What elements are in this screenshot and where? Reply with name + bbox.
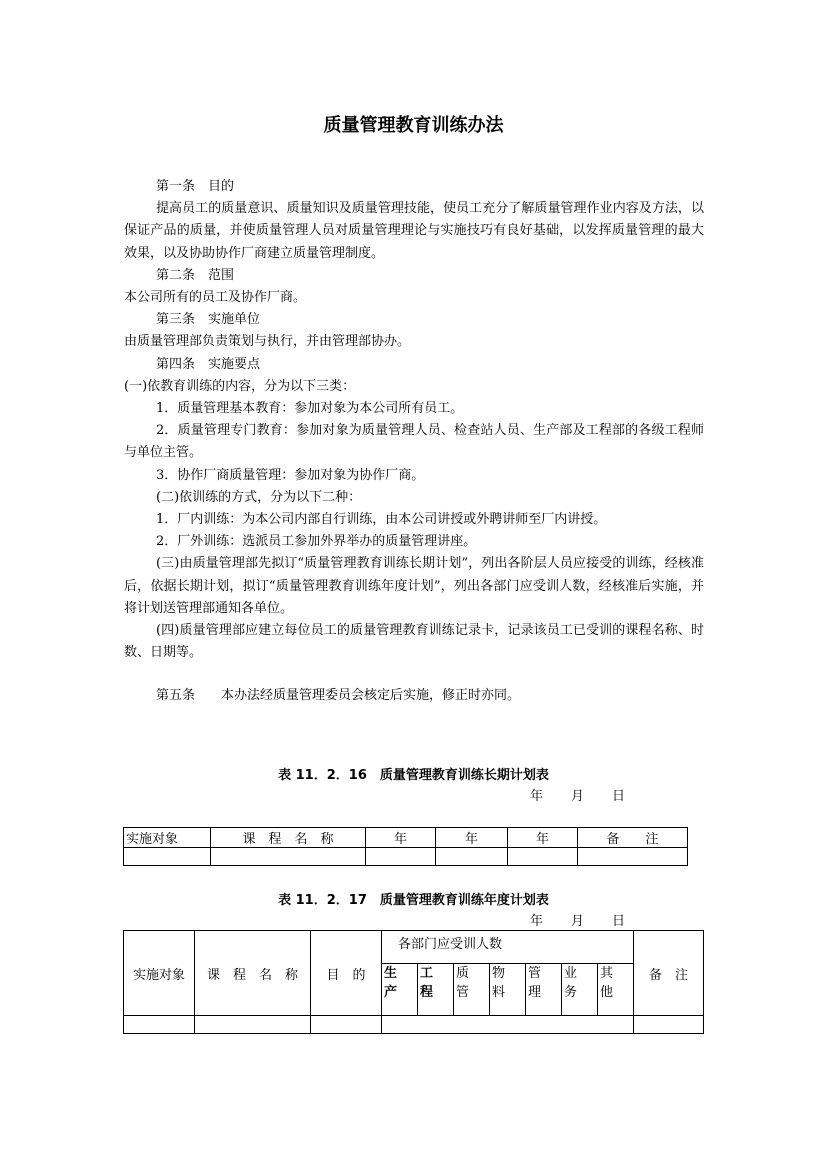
table-cell[interactable] <box>366 848 436 866</box>
dept-cell-management <box>526 964 562 1016</box>
table-cell[interactable] <box>634 1016 704 1034</box>
dept-cell-engineering <box>418 964 454 1016</box>
page-title: 质量管理教育训练办法 <box>323 115 504 136</box>
paragraph: 提高员工的质量意识、质量知识及质量管理技能，使员工充分了解质量管理作业内容及方法，以保证产品的质量，并使质量管理人员对质量管理理论与实施技巧有良好基础，以发挥质量管理的最大效果，以及协助协作厂商建立质量管理制度。 <box>124 201 704 261</box>
date-year: 年 <box>530 789 544 804</box>
dept-char: 工 <box>420 966 434 981</box>
list-item: 2．质量管理专门教育：参加对象为质量管理人员、检查站人员、生产部及工程部的各级工程师与单位主管。 <box>124 423 704 461</box>
table-cell[interactable] <box>124 1016 195 1034</box>
header-cell: 实施对象 <box>124 828 211 848</box>
article-5: 第五条 本办法经质量管理委员会核定后实施，修正时亦同。 <box>156 688 521 704</box>
dept-cell-production <box>382 964 418 1016</box>
table-cell[interactable] <box>578 848 688 866</box>
header-cell: 课 程 名 称 <box>211 828 366 848</box>
list-item: 2．厂外训练：选派员工参加外界举办的质量管理讲座。 <box>156 534 477 550</box>
header-cell: 年 <box>366 828 436 848</box>
table-header-row <box>124 931 704 964</box>
list-item: 1．质量管理基本教育：参加对象为本公司所有员工。 <box>156 401 464 417</box>
table-cell[interactable] <box>311 1016 382 1034</box>
table1-date <box>530 785 653 804</box>
dept-char: 务 <box>564 985 578 1000</box>
header-cell: 备 注 <box>578 828 688 848</box>
article-4-heading: 第四条 实施要点 <box>156 356 261 372</box>
dept-cell-materials <box>490 964 526 1016</box>
date-month: 月 <box>571 789 585 804</box>
paragraph: (一)依教育训练的内容，分为以下三类： <box>124 378 356 394</box>
header-dept-group: 各部门应受训人数 <box>382 931 634 964</box>
date-year: 年 <box>530 914 544 929</box>
table2-caption: 表 11．2．17 质量管理教育训练年度计划表 <box>278 893 549 908</box>
table-row <box>124 1016 704 1034</box>
dept-char: 物 <box>492 966 506 981</box>
dept-char: 生 <box>384 966 398 981</box>
article-2-heading: 第二条 范围 <box>156 267 235 283</box>
list-item: 1．厂内训练：为本公司内部自行训练，由本公司讲授或外聘讲师至厂内讲授。 <box>156 512 607 528</box>
paragraph: 由质量管理部负责策划与执行，并由管理部协办。 <box>124 334 411 350</box>
dept-char: 他 <box>600 985 614 1000</box>
paragraph: (三)由质量管理部先拟订“质量管理教育训练长期计划”，列出各阶层人员应接受的训练，经核准后，依据长期计划，拟订“质量管理教育训练年度计划”，列出各部门应受训人数，经核准后实施，并将计划送管理部通知各单位。 <box>124 556 704 616</box>
dept-char: 程 <box>420 985 434 1000</box>
table-cell[interactable] <box>211 848 366 866</box>
header-course: 课 程 名 称 <box>195 931 311 1016</box>
paragraph: (四)质量管理部应建立每位员工的质量管理教育训练记录卡，记录该员工已受训的课程名称、时数、日期等。 <box>124 623 704 661</box>
dept-cell-sales <box>562 964 598 1016</box>
dept-char: 理 <box>528 985 542 1000</box>
date-day: 日 <box>612 914 626 929</box>
table-cell[interactable] <box>124 848 211 866</box>
paragraph: (二)依训练的方式，分为以下二种： <box>156 489 362 505</box>
date-day: 日 <box>612 789 626 804</box>
table-cell[interactable] <box>382 1016 634 1034</box>
dept-char: 产 <box>384 985 398 1000</box>
header-purpose: 目 的 <box>311 931 382 1016</box>
header-cell: 年 <box>508 828 578 848</box>
dept-char: 业 <box>564 966 578 981</box>
table-cell[interactable] <box>508 848 578 866</box>
article-3-heading: 第三条 实施单位 <box>156 312 261 328</box>
article-1-heading: 第一条 目的 <box>156 179 235 194</box>
table-row <box>124 848 688 866</box>
paragraph: 本公司所有的员工及协作厂商。 <box>124 290 307 306</box>
dept-char: 质 <box>456 966 470 981</box>
dept-char: 其 <box>600 966 614 981</box>
table-cell[interactable] <box>195 1016 311 1034</box>
date-month: 月 <box>571 914 585 929</box>
annual-plan-table <box>123 930 704 1034</box>
table-cell[interactable] <box>436 848 508 866</box>
table-header-row <box>124 828 688 848</box>
dept-char: 管 <box>528 966 542 981</box>
header-remark: 备 注 <box>634 931 704 1016</box>
table1-caption: 表 11．2．16 质量管理教育训练长期计划表 <box>278 768 549 783</box>
header-target: 实施对象 <box>124 931 195 1016</box>
dept-char: 管 <box>456 985 470 1000</box>
list-item: 3．协作厂商质量管理：参加对象为协作厂商。 <box>156 467 425 483</box>
body-text <box>124 176 704 708</box>
long-term-plan-table <box>123 827 688 866</box>
header-cell: 年 <box>436 828 508 848</box>
table2-date <box>530 910 653 929</box>
dept-cell-quality <box>454 964 490 1016</box>
dept-char: 料 <box>492 985 506 1000</box>
dept-cell-other <box>598 964 634 1016</box>
